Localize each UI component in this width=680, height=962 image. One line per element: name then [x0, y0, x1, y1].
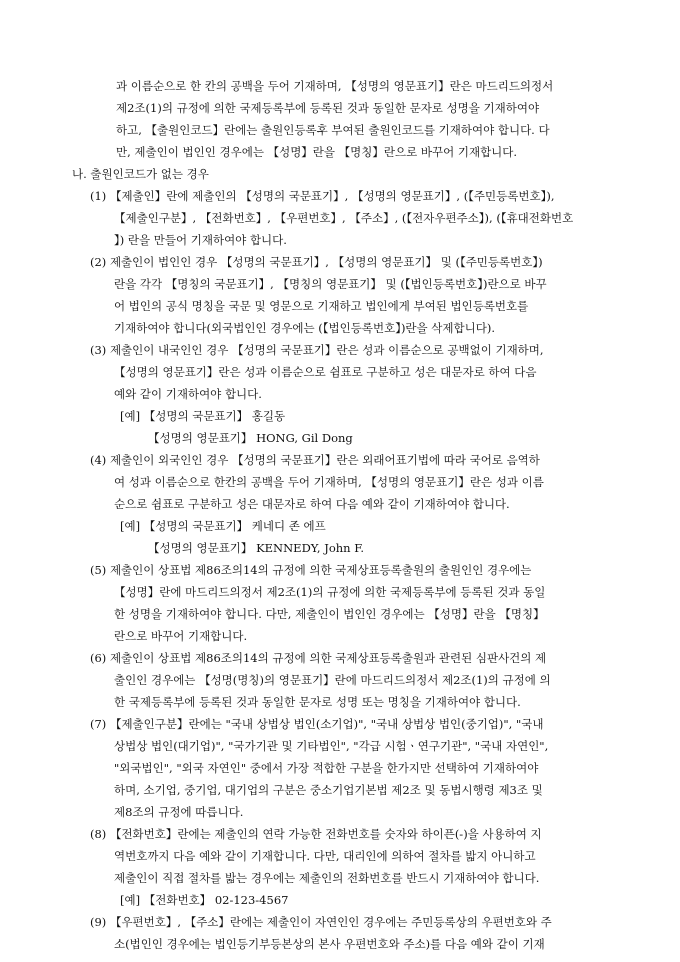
- item-9-line: 소(법인인 경우에는 법인등기부등본상의 본사 우편번호와 주소)를 다음 예와 같이 기재: [114, 937, 545, 951]
- item-6-line: (6) 제출인이 상표법 제86조의14의 규정에 의한 국제상표등록출원과 관련된 심판사건의 제: [90, 651, 547, 665]
- item-4-line: 순으로 쉼표로 구분하고 성은 대문자로 하여 다음 예와 같이 기재하여야 합니다.: [114, 497, 510, 511]
- item-5-line: 한 성명을 기재하여야 합니다. 다만, 제출인이 법인인 경우에는 【성명】란을 【명칭】: [114, 607, 545, 621]
- text-line: 제2조(1)의 규정에 의한 국제등록부에 등록된 것과 동일한 문자로 성명을 기재하여야: [116, 101, 540, 115]
- item-6-line: 한 국제등록부에 등록된 것과 동일한 문자로 성명 또는 명칭을 기재하여야 합니다.: [114, 695, 521, 709]
- item-8-line: (8) 【전화번호】란에는 제출인의 연락 가능한 전화번호를 숫자와 하이픈(-)을 사용하여 지: [90, 827, 542, 841]
- item-7-line: 상법상 법인(대기업)", "국가기관 및 기타법인", "각급 시험ㆍ연구기관", "국내 자연인",: [114, 739, 549, 753]
- item-5-line: 란으로 바꾸어 기재합니다.: [114, 629, 248, 643]
- example-line: 【성명의 영문표기】 KENNEDY, John F.: [148, 541, 365, 555]
- item-5-line: (5) 제출인이 상표법 제86조의14의 규정에 의한 국제상표등록출원의 출원인인 경우에는: [90, 563, 532, 577]
- item-2-line: 란을 각각 【명칭의 국문표기】, 【명칭의 영문표기】 및 (【법인등록번호】)란으로 바꾸: [114, 277, 547, 291]
- example-line: [예] 【전화번호】 02-123-4567: [120, 893, 289, 907]
- item-6-line: 출인인 경우에는 【성명(명칭)의 영문표기】란에 마드리드의정서 제2조(1)의 규정에 의: [114, 673, 551, 687]
- item-7-line: 하며, 소기업, 중기업, 대기업의 구분은 중소기업기본법 제2조 및 동법시행령 제3조 및: [114, 783, 543, 797]
- section-heading: 나. 출원인코드가 없는 경우: [72, 167, 209, 181]
- item-4-line: (4) 제출인이 외국인인 경우 【성명의 국문표기】란은 외래어표기법에 따라 국어로 음역하: [90, 453, 540, 467]
- item-2-line: 어 법인의 공식 명칭을 국문 및 영문으로 기재하고 법인에게 부여된 법인등록번호를: [114, 299, 529, 313]
- item-2-line: (2) 제출인이 법인인 경우 【성명의 국문표기】, 【성명의 영문표기】 및 (【주민등록번호】): [90, 255, 543, 269]
- item-8-line: 역번호까지 다음 예와 같이 기재합니다. 다만, 대리인에 의하여 절차를 밟지 아니하고: [114, 849, 536, 863]
- item-7-line: "외국법인", "외국 자연인" 중에서 가장 적합한 구분을 한가지만 선택하여 기재하여야: [114, 761, 539, 775]
- text-line: 과 이름순으로 한 칸의 공백을 두어 기재하며, 【성명의 영문표기】란은 마드리드의정서: [116, 79, 554, 93]
- item-5-line: 【성명】란에 마드리드의정서 제2조(1)의 규정에 의한 국제등록부에 등록된 것과 동일: [114, 585, 546, 599]
- item-4-line: 여 성과 이름순으로 한칸의 공백을 두어 기재하며, 【성명의 영문표기】란은 성과 이름: [114, 475, 544, 489]
- example-line: [예] 【성명의 국문표기】 케네디 존 에프: [120, 519, 326, 533]
- item-7-line: 제8조의 규정에 따릅니다.: [114, 805, 244, 819]
- item-3-line: 예와 같이 기재하여야 합니다.: [114, 387, 262, 401]
- item-1-line: (1) 【제출인】란에 제출인의 【성명의 국문표기】, 【성명의 영문표기】, (【주민등록번호】),: [90, 189, 555, 203]
- item-8-line: 제출인이 직접 절차를 밟는 경우에는 제출인의 전화번호를 반드시 기재하여야 합니다.: [114, 871, 540, 885]
- item-1-line: 】) 란을 만들어 기재하여야 합니다.: [114, 233, 287, 247]
- item-7-line: (7) 【제출인구분】란에는 "국내 상법상 법인(소기업)", "국내 상법상 법인(중기업)", "국내: [90, 717, 544, 731]
- text-line: 만, 제출인이 법인인 경우에는 【성명】란을 【명칭】란으로 바꾸어 기재합니다.: [116, 145, 518, 159]
- item-1-line: 【제출인구분】, 【전화번호】, 【우편번호】, 【주소】, (【전자우편주소】), (【휴대전화번호: [114, 211, 574, 225]
- item-9-line: (9) 【우편번호】, 【주소】란에는 제출인이 자연인인 경우에는 주민등록상의 우편번호와 주: [90, 915, 552, 929]
- text-line: 하고, 【출원인코드】란에는 출원인등록후 부여된 출원인코드를 기재하여야 합니다. 다: [116, 123, 550, 137]
- example-line: 【성명의 영문표기】 HONG, Gil Dong: [148, 431, 353, 445]
- item-3-line: 【성명의 영문표기】란은 성과 이름순으로 쉼표로 구분하고 성은 대문자로 하여 다음: [114, 365, 537, 379]
- example-line: [예] 【성명의 국문표기】 홍길동: [120, 409, 286, 423]
- item-3-line: (3) 제출인이 내국인인 경우 【성명의 국문표기】란은 성과 이름순으로 공백없이 기재하며,: [90, 343, 544, 357]
- item-2-line: 기재하여야 합니다(외국법인인 경우에는 (【법인등록번호】)란을 삭제합니다).: [114, 321, 495, 335]
